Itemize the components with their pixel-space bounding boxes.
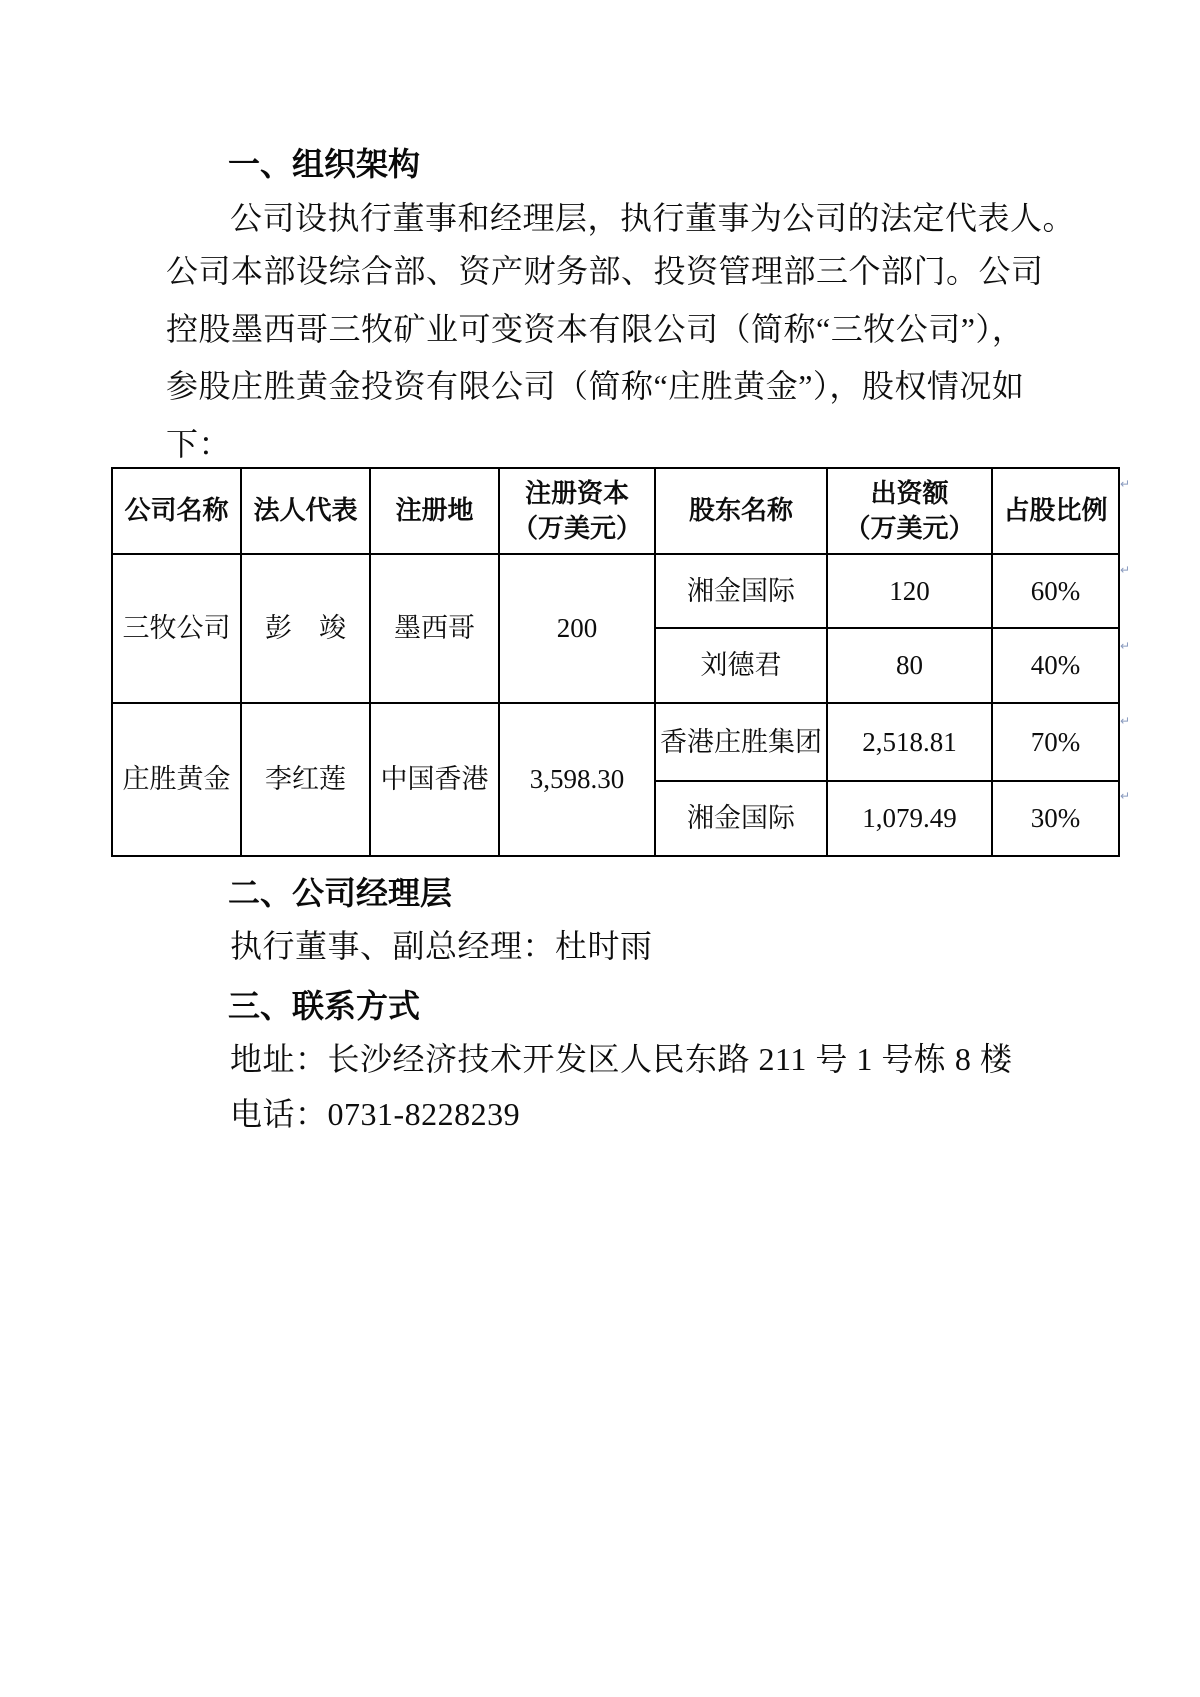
table-row (112, 703, 1119, 781)
header-ratio (992, 468, 1119, 554)
shareholding-table (111, 467, 1120, 857)
cell-shareholder-name: 刘德君 (655, 628, 827, 703)
cell-reg-capital: 200 (499, 554, 655, 703)
cell-legal-rep: 彭 竣 (241, 554, 370, 703)
paragraph-line-1: 公司设执行董事和经理层，执行董事为公司的法定代表人。 (230, 200, 1076, 236)
section-heading-3: 三、联系方式 (228, 988, 421, 1024)
header-reg-capital (499, 468, 655, 554)
cell-ratio: 30% (992, 781, 1119, 856)
cell-shareholder-name: 湘金国际 (655, 554, 827, 628)
header-legal-rep (241, 468, 370, 554)
header-company-name (112, 468, 241, 554)
table-header-row (112, 468, 1119, 554)
header-reg-capital-line2: （万美元） (511, 514, 642, 543)
paragraph-line-2: 公司本部设综合部、资产财务部、投资管理部三个部门。公司 (166, 253, 1044, 289)
header-legal-rep-label: 法人代表 (253, 496, 358, 526)
cell-reg-capital: 3,598.30 (499, 703, 655, 856)
header-amount-line1: 出资额 (870, 478, 949, 508)
cell-amount: 80 (827, 628, 992, 703)
row-end-mark-icon: ↵ (1120, 639, 1131, 653)
table-row (112, 554, 1119, 628)
header-company-name-label: 公司名称 (124, 496, 229, 526)
phone-line: 电话：0731-8228239 (230, 1096, 521, 1132)
cell-shareholder-name: 湘金国际 (655, 781, 827, 856)
cell-reg-place: 墨西哥 (370, 554, 499, 703)
cell-reg-place: 中国香港 (370, 703, 499, 856)
section-heading-1: 一、组织架构 (228, 146, 421, 182)
paragraph-line-4: 参股庄胜黄金投资有限公司（简称“庄胜黄金”），股权情况如 (166, 368, 1025, 404)
cell-amount: 2,518.81 (827, 703, 992, 781)
header-ratio-label: 占股比例 (1003, 496, 1108, 526)
cell-ratio: 40% (992, 628, 1119, 703)
cell-company-name: 三牧公司 (112, 554, 241, 703)
cell-shareholder-name: 香港庄胜集团 (655, 703, 827, 781)
row-end-mark-icon: ↵ (1120, 477, 1131, 491)
paragraph-line-5: 下： (166, 426, 232, 462)
header-shareholder-label: 股东名称 (688, 496, 793, 526)
address-line: 地址：长沙经济技术开发区人民东路 211 号 1 号栋 8 楼 (230, 1041, 1013, 1077)
header-reg-place (370, 468, 499, 554)
cell-company-name: 庄胜黄金 (112, 703, 241, 856)
paragraph-line-3: 控股墨西哥三牧矿业可变资本有限公司（简称“三牧公司”）， (166, 311, 1025, 347)
row-end-mark-icon: ↵ (1120, 563, 1131, 577)
row-end-mark-icon: ↵ (1120, 714, 1131, 728)
row-end-mark-icon: ↵ (1120, 789, 1131, 803)
cell-legal-rep: 李红莲 (241, 703, 370, 856)
header-shareholder (655, 468, 827, 554)
cell-amount: 120 (827, 554, 992, 628)
cell-ratio: 70% (992, 703, 1119, 781)
header-amount-line2: （万美元） (844, 514, 975, 543)
cell-ratio: 60% (992, 554, 1119, 628)
cell-amount: 1,079.49 (827, 781, 992, 856)
section-heading-2: 二、公司经理层 (228, 875, 453, 911)
header-amount (827, 468, 992, 554)
manager-line: 执行董事、副总经理：杜时雨 (230, 928, 653, 964)
header-reg-capital-line1: 注册资本 (524, 478, 629, 508)
header-reg-place-label: 注册地 (395, 496, 474, 526)
